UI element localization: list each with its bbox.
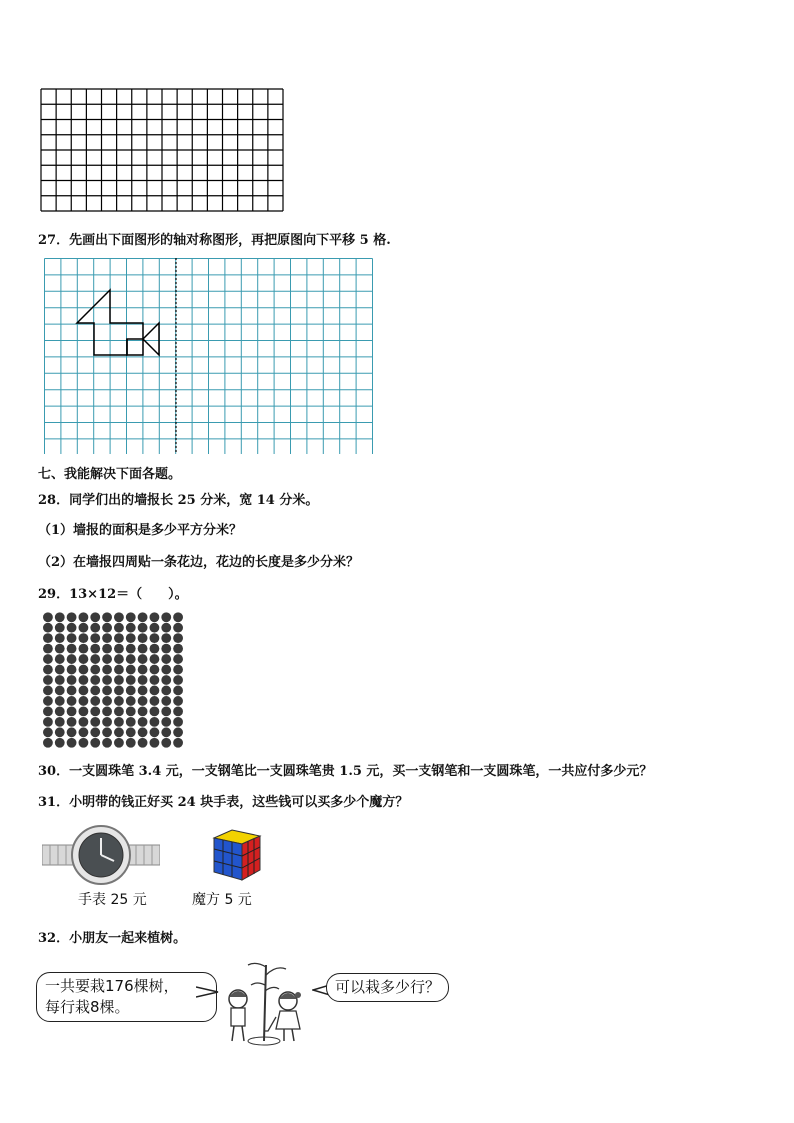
- dot: [126, 675, 136, 685]
- speech-bubble-right: [326, 973, 449, 1002]
- dot: [138, 612, 148, 622]
- dot: [79, 665, 89, 675]
- dot: [161, 612, 171, 622]
- dot: [150, 696, 160, 706]
- dot: [79, 633, 89, 643]
- dot: [126, 665, 136, 675]
- dot: [126, 623, 136, 633]
- dot: [114, 738, 124, 748]
- dot: [161, 633, 171, 643]
- dot: [79, 644, 89, 654]
- dot: [102, 644, 112, 654]
- dot: [67, 706, 77, 716]
- dot: [114, 727, 124, 737]
- question-29: [38, 583, 188, 602]
- dot: [114, 623, 124, 633]
- dot: [67, 633, 77, 643]
- dot: [102, 665, 112, 675]
- question-28-part-2: （2）在墙报四周贴一条花边，花边的长度是多少分米？: [38, 555, 360, 570]
- dot: [150, 717, 160, 727]
- dot: [43, 738, 53, 748]
- question-27: [38, 229, 391, 248]
- cube-price-label: 魔方 5 元: [192, 892, 252, 908]
- bubble-right-text: 可以栽多少行？: [335, 978, 441, 996]
- dot: [43, 675, 53, 685]
- dot: [150, 665, 160, 675]
- dot: [55, 675, 65, 685]
- dot: [161, 686, 171, 696]
- dot: [79, 675, 89, 685]
- dot: [173, 644, 183, 654]
- question-28-part-1: （1）墙报的面积是多少平方分米？: [38, 523, 243, 538]
- dot: [79, 623, 89, 633]
- dot: [114, 644, 124, 654]
- question-31: [38, 791, 408, 810]
- dot: [90, 675, 100, 685]
- dot: [79, 612, 89, 622]
- dot: [126, 633, 136, 643]
- dot: [150, 675, 160, 685]
- dot: [173, 686, 183, 696]
- dot: [138, 696, 148, 706]
- dot: [150, 623, 160, 633]
- dot: [102, 675, 112, 685]
- dot: [90, 644, 100, 654]
- dot: [55, 633, 65, 643]
- dot: [90, 738, 100, 748]
- dot: [43, 633, 53, 643]
- dot: [79, 706, 89, 716]
- dot: [161, 717, 171, 727]
- question-text: 小明带的钱正好买 24 块手表，这些钱可以买多少个魔方？: [69, 795, 409, 810]
- dot: [102, 623, 112, 633]
- dot: [55, 686, 65, 696]
- dot: [67, 644, 77, 654]
- dot: [138, 675, 148, 685]
- dot: [102, 738, 112, 748]
- dot: [150, 612, 160, 622]
- rubiks-cube-icon: [210, 826, 264, 882]
- dot: [67, 623, 77, 633]
- dot: [43, 696, 53, 706]
- dot: [102, 717, 112, 727]
- speech-bubble-left: [36, 972, 217, 1022]
- dot: [150, 706, 160, 716]
- dot: [55, 696, 65, 706]
- dot: [126, 717, 136, 727]
- dot: [150, 644, 160, 654]
- dot: [102, 633, 112, 643]
- dot: [173, 717, 183, 727]
- question-30: [38, 760, 652, 779]
- dot: [138, 654, 148, 664]
- dot: [138, 644, 148, 654]
- dot: [173, 654, 183, 664]
- dot: [138, 706, 148, 716]
- dot: [126, 686, 136, 696]
- dot: [138, 623, 148, 633]
- dot: [43, 644, 53, 654]
- question-number: 28．: [38, 493, 70, 508]
- dot: [67, 727, 77, 737]
- dot: [79, 696, 89, 706]
- dot: [55, 706, 65, 716]
- question-text: 同学们出的墙报长 25 分米，宽 14 分米。: [69, 493, 319, 508]
- dot: [90, 706, 100, 716]
- dot: [102, 696, 112, 706]
- dot: [67, 665, 77, 675]
- dot: [126, 706, 136, 716]
- dot: [55, 727, 65, 737]
- dot: [173, 706, 183, 716]
- question-28: [38, 489, 318, 508]
- question-32: [38, 927, 186, 946]
- dot: [114, 665, 124, 675]
- dot: [43, 665, 53, 675]
- dot: [161, 644, 171, 654]
- question-text: 13×12＝（ ）。: [69, 587, 188, 602]
- dot: [161, 654, 171, 664]
- dot: [173, 633, 183, 643]
- dot: [55, 665, 65, 675]
- dot: [102, 727, 112, 737]
- dot: [79, 717, 89, 727]
- dot: [150, 686, 160, 696]
- question-number: 30．: [38, 764, 70, 779]
- dot: [114, 696, 124, 706]
- dot: [173, 665, 183, 675]
- dot: [126, 696, 136, 706]
- dot: [150, 738, 160, 748]
- dot: [90, 623, 100, 633]
- question-number: 31．: [38, 795, 70, 810]
- black-grid: [40, 88, 285, 212]
- question-number: 29．: [38, 587, 70, 602]
- dot: [90, 727, 100, 737]
- figure-tail: [143, 323, 159, 355]
- dot: [114, 686, 124, 696]
- children-planting-tree-icon: [214, 955, 310, 1047]
- dot-array: [42, 612, 187, 750]
- dot: [102, 706, 112, 716]
- dot: [114, 706, 124, 716]
- dot: [114, 654, 124, 664]
- dot: [79, 738, 89, 748]
- dot: [55, 654, 65, 664]
- bubble-line-2: 每行栽8棵。: [45, 998, 130, 1016]
- dot: [90, 633, 100, 643]
- dot: [173, 612, 183, 622]
- dot: [161, 727, 171, 737]
- dot: [138, 717, 148, 727]
- dot: [114, 612, 124, 622]
- dot: [114, 633, 124, 643]
- question-number: 32．: [38, 931, 70, 946]
- dot: [67, 717, 77, 727]
- dot: [43, 717, 53, 727]
- dot: [67, 696, 77, 706]
- dot: [138, 727, 148, 737]
- watch-price-label: 手表 25 元: [78, 892, 147, 908]
- dot: [126, 612, 136, 622]
- dot: [161, 623, 171, 633]
- dot: [126, 644, 136, 654]
- dot: [150, 727, 160, 737]
- dot: [43, 623, 53, 633]
- dot: [79, 727, 89, 737]
- dot: [126, 738, 136, 748]
- dot: [90, 612, 100, 622]
- dot: [161, 665, 171, 675]
- dot: [173, 623, 183, 633]
- dot: [43, 612, 53, 622]
- dot: [161, 738, 171, 748]
- dot: [138, 633, 148, 643]
- question-number: 27．: [38, 233, 70, 248]
- dot: [90, 665, 100, 675]
- dot: [90, 696, 100, 706]
- dot: [150, 633, 160, 643]
- symmetry-grid: [44, 258, 374, 454]
- dot: [90, 686, 100, 696]
- dot: [114, 675, 124, 685]
- question-text: 一支圆珠笔 3.4 元，一支钢笔比一支圆珠笔贵 1.5 元，买一支钢笔和一支圆珠笔，一共应付多少元？: [69, 764, 653, 779]
- dot: [55, 612, 65, 622]
- dot: [173, 675, 183, 685]
- dot: [43, 654, 53, 664]
- dot: [150, 654, 160, 664]
- dot: [67, 654, 77, 664]
- dot: [126, 654, 136, 664]
- dot: [173, 738, 183, 748]
- dot: [43, 706, 53, 716]
- dot: [173, 696, 183, 706]
- dot: [55, 738, 65, 748]
- watch-icon: [42, 825, 160, 885]
- dot: [138, 665, 148, 675]
- dot: [55, 623, 65, 633]
- dot: [90, 717, 100, 727]
- dot: [138, 686, 148, 696]
- dot: [55, 717, 65, 727]
- dot: [67, 738, 77, 748]
- dot: [67, 686, 77, 696]
- dot: [173, 727, 183, 737]
- question-text: 小朋友一起来植树。: [69, 931, 187, 946]
- dot: [79, 686, 89, 696]
- section-title: 七、我能解决下面各题。: [38, 467, 182, 482]
- bubble-line-1: 一共要栽176棵树，: [45, 977, 179, 995]
- dot: [43, 727, 53, 737]
- dot: [161, 696, 171, 706]
- dot: [79, 654, 89, 664]
- dot: [67, 675, 77, 685]
- dot: [90, 654, 100, 664]
- dot: [67, 612, 77, 622]
- dot: [161, 706, 171, 716]
- question-text: 先画出下面图形的轴对称图形，再把原图向下平移 5 格.: [69, 233, 391, 248]
- figure-head: [127, 339, 143, 355]
- dot: [138, 738, 148, 748]
- dot: [126, 727, 136, 737]
- dot: [102, 612, 112, 622]
- dot: [102, 654, 112, 664]
- dot: [114, 717, 124, 727]
- dot: [161, 675, 171, 685]
- dot: [55, 644, 65, 654]
- dot: [102, 686, 112, 696]
- dot: [43, 686, 53, 696]
